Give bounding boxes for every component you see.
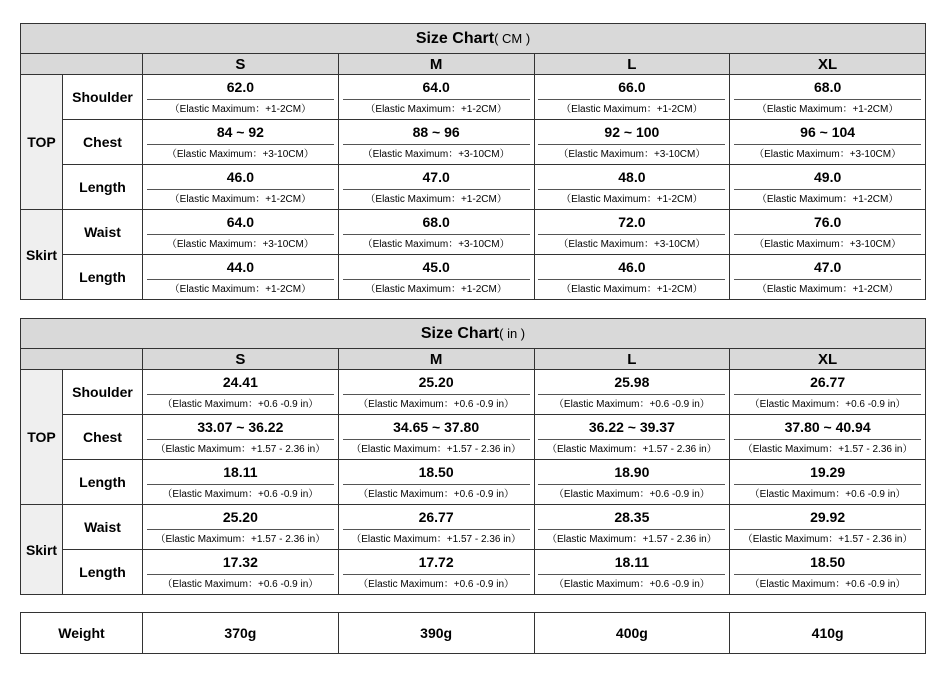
- elastic-note-cell: [534, 99, 730, 120]
- measurement-row: [21, 550, 926, 575]
- elastic-note: （Elastic Maximum：+1.57 - 2.36 in）: [538, 529, 725, 549]
- measurement-value: 37.80 ~ 40.94: [730, 415, 926, 440]
- size-header-s: S: [143, 349, 339, 370]
- size-chart-inch-table: [20, 318, 926, 595]
- measurement-value: 76.0: [730, 210, 926, 235]
- elastic-note-cell: [534, 484, 730, 505]
- measurement-row: [21, 75, 926, 100]
- elastic-note-cell: [338, 529, 534, 550]
- elastic-note: （Elastic Maximum：+3-10CM）: [734, 234, 921, 254]
- measurement-value: 24.41: [143, 370, 339, 395]
- size-header-xl: XL: [730, 54, 926, 75]
- elastic-note-cell: [730, 234, 926, 255]
- elastic-note: （Elastic Maximum：+0.6 -0.9 in）: [734, 394, 921, 414]
- elastic-note: （Elastic Maximum：+1-2CM）: [343, 189, 530, 209]
- measurement-label: Waist: [63, 505, 143, 550]
- measurement-value: 19.29: [730, 460, 926, 485]
- measurement-label: Shoulder: [63, 75, 143, 120]
- measurement-value: 45.0: [338, 255, 534, 280]
- elastic-note-cell: [534, 279, 730, 300]
- measurement-row: [21, 165, 926, 190]
- elastic-note: （Elastic Maximum：+1.57 - 2.36 in）: [734, 529, 921, 549]
- measurement-label: Length: [63, 165, 143, 210]
- elastic-note-cell: [534, 189, 730, 210]
- size-header-s: S: [143, 54, 339, 75]
- group-label: Skirt: [21, 505, 63, 595]
- elastic-note-cell: [730, 529, 926, 550]
- elastic-note: （Elastic Maximum：+0.6 -0.9 in）: [734, 574, 921, 594]
- elastic-note-cell: [730, 99, 926, 120]
- weight-value-s: 370g: [143, 613, 339, 654]
- elastic-note: （Elastic Maximum：+1-2CM）: [538, 189, 725, 209]
- size-header-blank: [21, 349, 143, 370]
- elastic-note-row: [21, 439, 926, 460]
- elastic-note-cell: [338, 144, 534, 165]
- measurement-label: Shoulder: [63, 370, 143, 415]
- elastic-note: （Elastic Maximum：+0.6 -0.9 in）: [343, 574, 530, 594]
- elastic-note: （Elastic Maximum：+0.6 -0.9 in）: [147, 394, 334, 414]
- measurement-value: 29.92: [730, 505, 926, 530]
- elastic-note-cell: [730, 439, 926, 460]
- elastic-note: （Elastic Maximum：+1.57 - 2.36 in）: [538, 439, 725, 459]
- weight-value-xl: 410g: [730, 613, 926, 654]
- elastic-note-row: [21, 484, 926, 505]
- measurement-value: 18.50: [338, 460, 534, 485]
- measurement-value: 28.35: [534, 505, 730, 530]
- elastic-note: （Elastic Maximum：+1.57 - 2.36 in）: [734, 439, 921, 459]
- elastic-note: （Elastic Maximum：+0.6 -0.9 in）: [538, 394, 725, 414]
- size-header-row: [21, 349, 926, 370]
- measurement-row: [21, 255, 926, 280]
- elastic-note-row: [21, 574, 926, 595]
- elastic-note-cell: [534, 144, 730, 165]
- elastic-note-cell: [534, 439, 730, 460]
- elastic-note-cell: [534, 574, 730, 595]
- measurement-value: 48.0: [534, 165, 730, 190]
- weight-row: [21, 613, 926, 654]
- elastic-note: （Elastic Maximum：+1.57 - 2.36 in）: [343, 529, 530, 549]
- measurement-value: 92 ~ 100: [534, 120, 730, 145]
- measurement-value: 36.22 ~ 39.37: [534, 415, 730, 440]
- elastic-note-row: [21, 234, 926, 255]
- elastic-note: （Elastic Maximum：+0.6 -0.9 in）: [147, 574, 334, 594]
- elastic-note-cell: [730, 144, 926, 165]
- measurement-value: 88 ~ 96: [338, 120, 534, 145]
- elastic-note-cell: [730, 394, 926, 415]
- size-header-row: [21, 54, 926, 75]
- size-header-m: M: [338, 349, 534, 370]
- group-label: Skirt: [21, 210, 63, 300]
- elastic-note: （Elastic Maximum：+3-10CM）: [343, 234, 530, 254]
- elastic-note: （Elastic Maximum：+3-10CM）: [147, 234, 334, 254]
- measurement-value: 18.90: [534, 460, 730, 485]
- elastic-note: （Elastic Maximum：+1-2CM）: [734, 189, 921, 209]
- measurement-value: 46.0: [143, 165, 339, 190]
- elastic-note: （Elastic Maximum：+1-2CM）: [147, 99, 334, 119]
- elastic-note: （Elastic Maximum：+1-2CM）: [734, 279, 921, 299]
- elastic-note-cell: [338, 279, 534, 300]
- measurement-row: [21, 460, 926, 485]
- measurement-value: 62.0: [143, 75, 339, 100]
- measurement-label: Chest: [63, 415, 143, 460]
- group-label: TOP: [21, 370, 63, 505]
- measurement-value: 18.11: [534, 550, 730, 575]
- elastic-note-cell: [730, 574, 926, 595]
- measurement-row: [21, 505, 926, 530]
- elastic-note-cell: [143, 394, 339, 415]
- elastic-note: （Elastic Maximum：+3-10CM）: [147, 144, 334, 164]
- size-header-xl: XL: [730, 349, 926, 370]
- elastic-note-cell: [338, 189, 534, 210]
- measurement-label: Chest: [63, 120, 143, 165]
- elastic-note-cell: [143, 484, 339, 505]
- elastic-note-cell: [534, 234, 730, 255]
- measurement-row: [21, 210, 926, 235]
- weight-value-m: 390g: [338, 613, 534, 654]
- measurement-value: 34.65 ~ 37.80: [338, 415, 534, 440]
- elastic-note: （Elastic Maximum：+1-2CM）: [734, 99, 921, 119]
- size-header-blank: [21, 54, 143, 75]
- measurement-value: 44.0: [143, 255, 339, 280]
- size-header-l: L: [534, 54, 730, 75]
- elastic-note-cell: [730, 484, 926, 505]
- measurement-value: 33.07 ~ 36.22: [143, 415, 339, 440]
- elastic-note-cell: [534, 394, 730, 415]
- measurement-value: 25.20: [338, 370, 534, 395]
- elastic-note: （Elastic Maximum：+1-2CM）: [343, 279, 530, 299]
- size-header-l: L: [534, 349, 730, 370]
- measurement-value: 26.77: [338, 505, 534, 530]
- measurement-value: 18.50: [730, 550, 926, 575]
- elastic-note-cell: [338, 484, 534, 505]
- elastic-note-cell: [143, 529, 339, 550]
- weight-label: Weight: [21, 613, 143, 654]
- measurement-label: Waist: [63, 210, 143, 255]
- elastic-note: （Elastic Maximum：+0.6 -0.9 in）: [343, 484, 530, 504]
- measurement-value: 72.0: [534, 210, 730, 235]
- measurement-row: [21, 415, 926, 440]
- elastic-note: （Elastic Maximum：+1.57 - 2.36 in）: [343, 439, 530, 459]
- chart-title-row: [21, 319, 926, 349]
- chart-title: [21, 24, 926, 54]
- measurement-value: 46.0: [534, 255, 730, 280]
- measurement-label: Length: [63, 550, 143, 595]
- measurement-value: 66.0: [534, 75, 730, 100]
- measurement-value: 25.20: [143, 505, 339, 530]
- measurement-label: Length: [63, 255, 143, 300]
- elastic-note-cell: [338, 99, 534, 120]
- elastic-note: （Elastic Maximum：+1-2CM）: [343, 99, 530, 119]
- elastic-note-cell: [143, 189, 339, 210]
- elastic-note-cell: [143, 279, 339, 300]
- chart-unit: ( in ): [499, 325, 526, 341]
- elastic-note-row: [21, 99, 926, 120]
- elastic-note-row: [21, 144, 926, 165]
- elastic-note: （Elastic Maximum：+1.57 - 2.36 in）: [147, 529, 334, 549]
- elastic-note-cell: [338, 234, 534, 255]
- elastic-note-cell: [143, 234, 339, 255]
- elastic-note: （Elastic Maximum：+1.57 - 2.36 in）: [147, 439, 334, 459]
- elastic-note-row: [21, 189, 926, 210]
- elastic-note-row: [21, 279, 926, 300]
- measurement-value: 18.11: [143, 460, 339, 485]
- chart-title-row: [21, 24, 926, 54]
- measurement-value: 49.0: [730, 165, 926, 190]
- elastic-note-cell: [534, 529, 730, 550]
- elastic-note: （Elastic Maximum：+3-10CM）: [538, 234, 725, 254]
- elastic-note-cell: [338, 574, 534, 595]
- measurement-value: 47.0: [338, 165, 534, 190]
- elastic-note-cell: [338, 394, 534, 415]
- elastic-note-cell: [730, 279, 926, 300]
- measurement-value: 25.98: [534, 370, 730, 395]
- measurement-value: 68.0: [338, 210, 534, 235]
- measurement-row: [21, 370, 926, 395]
- measurement-value: 64.0: [143, 210, 339, 235]
- measurement-value: 68.0: [730, 75, 926, 100]
- elastic-note-cell: [143, 439, 339, 460]
- measurement-value: 17.72: [338, 550, 534, 575]
- elastic-note: （Elastic Maximum：+1-2CM）: [538, 279, 725, 299]
- chart-title-text: Size Chart: [415, 29, 495, 47]
- chart-title: [21, 319, 926, 349]
- measurement-value: 47.0: [730, 255, 926, 280]
- elastic-note: （Elastic Maximum：+1-2CM）: [147, 189, 334, 209]
- measurement-row: [21, 120, 926, 145]
- measurement-value: 17.32: [143, 550, 339, 575]
- weight-table: [20, 612, 926, 654]
- elastic-note: （Elastic Maximum：+3-10CM）: [343, 144, 530, 164]
- elastic-note: （Elastic Maximum：+0.6 -0.9 in）: [147, 484, 334, 504]
- measurement-value: 64.0: [338, 75, 534, 100]
- group-label: TOP: [21, 75, 63, 210]
- elastic-note-cell: [143, 144, 339, 165]
- elastic-note: （Elastic Maximum：+3-10CM）: [538, 144, 725, 164]
- measurement-value: 26.77: [730, 370, 926, 395]
- weight-value-l: 400g: [534, 613, 730, 654]
- elastic-note-row: [21, 529, 926, 550]
- elastic-note-row: [21, 394, 926, 415]
- elastic-note: （Elastic Maximum：+3-10CM）: [734, 144, 921, 164]
- measurement-value: 84 ~ 92: [143, 120, 339, 145]
- elastic-note-cell: [730, 189, 926, 210]
- measurement-label: Length: [63, 460, 143, 505]
- elastic-note-cell: [143, 574, 339, 595]
- elastic-note-cell: [143, 99, 339, 120]
- elastic-note: （Elastic Maximum：+0.6 -0.9 in）: [538, 574, 725, 594]
- measurement-value: 96 ~ 104: [730, 120, 926, 145]
- elastic-note: （Elastic Maximum：+0.6 -0.9 in）: [734, 484, 921, 504]
- elastic-note: （Elastic Maximum：+1-2CM）: [538, 99, 725, 119]
- size-header-m: M: [338, 54, 534, 75]
- elastic-note: （Elastic Maximum：+0.6 -0.9 in）: [343, 394, 530, 414]
- elastic-note-cell: [338, 439, 534, 460]
- elastic-note: （Elastic Maximum：+1-2CM）: [147, 279, 334, 299]
- elastic-note: （Elastic Maximum：+0.6 -0.9 in）: [538, 484, 725, 504]
- chart-unit: ( CM ): [494, 30, 531, 46]
- chart-title-text: Size Chart: [420, 324, 500, 342]
- size-chart-cm-table: [20, 23, 926, 300]
